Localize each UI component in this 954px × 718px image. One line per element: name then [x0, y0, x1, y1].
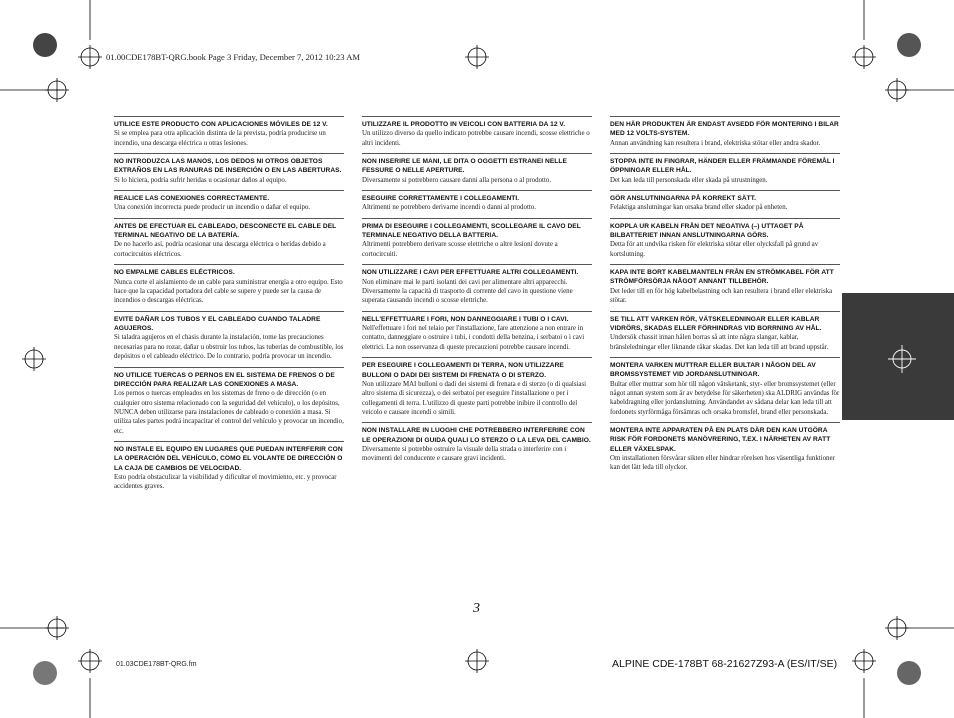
warning-block [610, 116, 840, 148]
warning-title: PRIMA DI ESEGUIRE I COLLEGAMENTI, SCOLLEGARE IL CAVO DEL TERMINALE NEGATIVO DELLA BATTERIA. [362, 222, 581, 240]
warning-body: Altrimenti potrebbero derivare scosse elettriche o altre lesioni dovute a cortocircuiti. [362, 241, 558, 258]
footer-model-line: ALPINE CDE-178BT 68-21627Z93-A (ES/IT/SE) [612, 658, 838, 670]
warning-block [362, 357, 592, 417]
warning-body: Detta för att undvika risken för elektriska stötar eller olycksfall på grund av kortslutning. [610, 241, 819, 258]
warning-title: KOPPLA UR KABELN FRÅN DET NEGATIVA (–) UTTAGET PÅ BILBATTERIET INNAN ANSLUTNINGARNA GÖRS. [610, 222, 804, 239]
side-tab-registration-mark [882, 339, 922, 379]
warning-block [610, 311, 840, 352]
warning-body: Si taladra agujeros en el chasis durante la instalación, tome las precauciones necesarias para no rozar, dañar u obstruir los tubos, las tuberías de combustible, los depósitos o el cableado eléctrico. De lo contrario, podría provocar un incendio. [114, 334, 344, 361]
warning-title: SE TILL ATT VARKEN RÖR, VÄTSKELEDNINGAR ELLER KABLAR VIDRÖRS, SKADAS ELLER FÖRHINDRAS VID BORRNING AV HÅL. [610, 315, 822, 332]
warning-title: KAPA INTE BORT KABELMANTELN FRÅN EN STRÖMKABEL FÖR ATT STRÖMFÖRSÖRJA NÅGOT ANNANT TILLBEHÖR. [610, 269, 834, 286]
warning-title: ESEGUIRE CORRETTAMENTE I COLLEGAMENTI. [362, 195, 520, 203]
warning-block [610, 264, 840, 305]
warning-block [610, 357, 840, 417]
warning-body: Si lo hiciera, podría sufrir heridas u ocasionar daños al equipo. [114, 176, 287, 184]
warning-body: Om installationen försvårar sikten eller hindrar rörelsen hos väsentliga funktioner kan det lätt leda till olyckor. [610, 455, 835, 472]
warning-block [114, 367, 344, 437]
warning-block [114, 441, 344, 492]
warning-block [610, 153, 840, 185]
warning-block [362, 422, 592, 463]
warning-block [610, 190, 840, 213]
warning-block [610, 218, 840, 259]
page-number: 3 [473, 601, 480, 616]
warning-body: Bultar eller muttrar som hör till någon vätsketank, styr- eller bromssystemet (eller något annan system som är av betydelse för säkerheten) ska ALDRIG användas för kabeldragning eller jordanslutning. Användandet av sådana delar kan leda till att fordonets styrförmåga försämras och orsaka bromsfel, brand eller personskada. [610, 380, 840, 416]
warning-title: NON INSERIRE LE MANI, LE DITA O OGGETTI ESTRANEI NELLE FESSURE O NELLE APERTURE. [362, 158, 567, 175]
warning-body: Una conexión incorrecta puede producir un incendio o dañar el equipo. [114, 204, 311, 212]
warning-body: Non eliminare mai le parti isolanti dei cavi per alimentare altri apparecchi. Diversamente la capacità di trasporto di corrente del cavo in questione viene superata causando incendi o scosse elettriche. [362, 278, 573, 305]
footer-file-name: 01.03CDE178BT-QRG.fm [116, 661, 197, 668]
warning-body: Nell'effettuare i fori nel telaio per l'installazione, fare attenzione a non entrare in contatto, danneggiare o ostruire i tubi, i condotti della benzina, i serbatoi o i cavi elettrici. La non osservanza di queste precauzioni potrebbe causare incendi. [362, 325, 585, 351]
warning-block [114, 218, 344, 259]
warning-body: Nunca corte el aislamiento de un cable para suministrar energía a otro equipo. Esto hace que la capacidad portadora del cable se supere y puede ser la causa de incendios o descargas eléctricas. [114, 278, 343, 305]
italian-warnings-column [362, 116, 592, 464]
warning-title: PER ESEGUIRE I COLLEGAMENTI DI TERRA, NON UTILIZZARE BULLONI O DADI DEI SISTEMI DI FRENATA O DI STERZO. [362, 362, 564, 379]
warning-title: UTILIZZARE IL PRODOTTO IN VEICOLI CON BATTERIA DA 12 V. [362, 121, 566, 128]
warning-title: NON INSTALLARE IN LUOGHI CHE POTREBBERO INTERFERIRE CON LE OPERAZIONI DI GUIDA QUALI LO STERZO O LA LEVA DEL CAMBIO. [362, 427, 591, 444]
warning-body: Non utilizzare MAI bulloni o dadi dei sistemi di frenata e di sterzo (o di qualsiasi altro sistema di sicurezza), o dei serbatoi per eseguire l'installazione o per i collegamenti di terra. L'utilizzo di queste parti potrebbe inibire il controllo del veicolo e causare incendi o simili. [362, 380, 587, 417]
swedish-warnings-column [610, 116, 840, 473]
warning-block [114, 190, 344, 213]
warning-title: MONTERA VARKEN MUTTRAR ELLER BULTAR I NÅGON DEL AV BROMSSYSTEMET VID JORDANSLUTNINGAR. [610, 361, 816, 379]
warning-title: REALICE LAS CONEXIONES CORRECTAMENTE. [114, 195, 270, 203]
warning-body: Altrimenti ne potrebbero derivarne incendi o danni al prodotto. [362, 204, 536, 212]
warning-block [114, 311, 344, 362]
warning-title: NO INSTALE EL EQUIPO EN LUGARES QUE PUEDAN INTERFERIR CON LA OPERACIÓN DEL VEHÍCULO, COMO EL VOLANTE DE DIRECCIÓN O LA CAJA DE CAMBIOS DE VELOCIDAD. [114, 446, 343, 472]
warning-title: NO INTRODUZCA LAS MANOS, LOS DEDOS NI OTROS OBJETOS EXTRAÑOS EN LAS RANURAS DE INSERCIÓN O EN LAS ABERTURAS. [114, 158, 342, 175]
warning-title: EVITE DAÑAR LOS TUBOS Y EL CABLEADO CUANDO TALADRE AGUJEROS. [114, 315, 321, 333]
warning-block [114, 264, 344, 306]
warning-body: Si se emplea para otra aplicación distinta de la prevista, podría producirse un incendio, una descarga eléctrica u otras lesiones. [114, 130, 326, 147]
warning-title: GÖR ANSLUTNINGARNA PÅ KORREKT SÄTT. [610, 195, 756, 202]
warning-block [362, 311, 592, 353]
warning-body: Esto podría obstaculizar la visibilidad y dificultar el movimiento, etc. y provocar accidentes graves. [114, 474, 337, 491]
warning-body: Annan användning kan resultera i brand, elektriska stötar eller andra skador. [610, 139, 821, 147]
warning-body: Felaktiga anslutningar kan orsaka brand eller skador på enheten. [610, 204, 788, 212]
spanish-warnings-column [114, 116, 344, 492]
warning-body: Los pernos o tuercas empleados en los sistemas de freno o de dirección (o en cualquier otro sistema relacionado con la seguridad del vehículo), o los depósitos, NUNCA deben utilizarse para instalaciones de cableado o conexión a masa. Si utiliza tales partes podrá incapacitar el control del vehículo y provocar un incendio, etc. [114, 390, 344, 435]
warning-block [362, 116, 592, 148]
warning-body: Un utilizzo diverso da quello indicato potrebbe causare incendi, scosse elettriche o altri incidenti. [362, 130, 590, 147]
warning-title: NON UTILIZZARE I CAVI PER EFFETTUARE ALTRI COLLEGAMENTI. [362, 269, 579, 277]
warning-title: DEN HÄR PRODUKTEN ÄR ENDAST AVSEDD FÖR MONTERING I BILAR MED 12 VOLTS-SYSTEM. [610, 121, 839, 138]
warning-block [610, 422, 840, 473]
warning-body: Det kan leda till personskada eller skada på utrustningen. [610, 176, 768, 184]
warning-title: NO UTILICE TUERCAS O PERNOS EN EL SISTEMA DE FRENOS O DE DIRECCIÓN PARA REALIZAR LAS CONEXIONES A MASA. [114, 371, 335, 388]
warning-title: UTILICE ESTE PRODUCTO CON APLICACIONES MÓVILES DE 12 V. [114, 121, 328, 128]
warning-body: Det leder till en för hög kabelbelastning och kan resultera i brand eller elektriska stötar. [610, 287, 833, 305]
warning-body: Undersök chassit innan hålen borras så att inte några slangar, kablar, bränsleledningar eller liknande råkar skadas. Det kan leda till att brand uppstår. [610, 334, 829, 351]
warning-block [114, 116, 344, 148]
warning-body: Diversamente si potrebbero causare danni alla persona o al prodotto. [362, 176, 552, 184]
warning-title: STOPPA INTE IN FINGRAR, HÄNDER ELLER FRÄMMANDE FÖREMÅL I ÖPPNINGAR ELLER HÅL. [610, 158, 835, 175]
warning-block [114, 153, 344, 185]
warning-block [362, 190, 592, 213]
warning-body: Diversamente si potrebbe ostruire la visuale della strada o interferire con i movimenti del conducente e causare gravi incidenti. [362, 446, 567, 463]
warning-block [362, 264, 592, 306]
warning-title: ANTES DE EFECTUAR EL CABLEADO, DESCONECTE EL CABLE DEL TERMINAL NEGATIVO DE LA BATERÍA. [114, 222, 337, 240]
book-file-info: 01.00CDE178BT-QRG.book Page 3 Friday, December 7, 2012 10:23 AM [106, 52, 361, 62]
warning-title: MONTERA INTE APPARATEN PÅ EN PLATS DÄR DEN KAN UTGÖRA RISK FÖR FORDONETS MANÖVRERING, T.EX. I NÄRHETEN AV RATT ELLER VÄXELSPAK. [610, 427, 831, 453]
warning-block [362, 153, 592, 185]
warning-title: NO EMPALME CABLES ELÉCTRICOS. [114, 269, 235, 277]
warning-body: De no hacerlo así, podría ocasionar una descarga eléctrica o heridas debido a cortocircuitos eléctricos. [114, 241, 326, 258]
warning-title: NELL'EFFETTUARE I FORI, NON DANNEGGIARE I TUBI O I CAVI. [362, 315, 569, 323]
warning-block [362, 218, 592, 259]
